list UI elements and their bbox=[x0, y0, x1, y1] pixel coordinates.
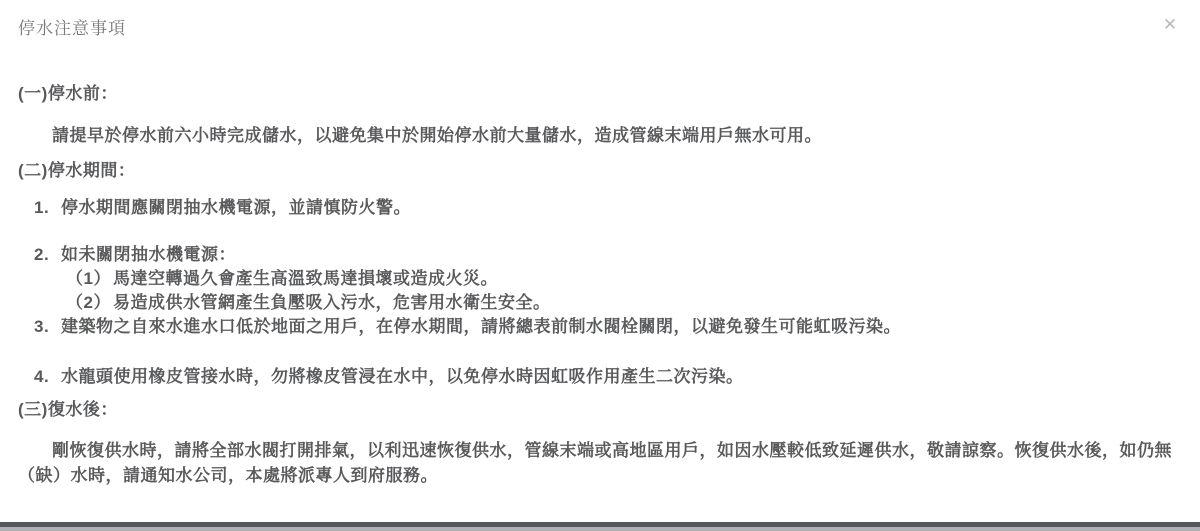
page-background-strip bbox=[0, 522, 1200, 531]
section-heading-after-restoration: (三)復水後： bbox=[18, 400, 118, 419]
list-item-number: 4. bbox=[34, 367, 50, 386]
sub-list-item bbox=[66, 267, 1180, 291]
list-item bbox=[18, 315, 1180, 339]
close-button[interactable] bbox=[1156, 10, 1184, 38]
modal-title: 停水注意事項 bbox=[18, 19, 126, 38]
list-item-number: 2. bbox=[34, 245, 50, 264]
close-icon: ✕ bbox=[1162, 14, 1178, 34]
sub-item-text: 馬達空轉過久會產生高溫致馬達損壞或造成火災。 bbox=[112, 269, 498, 288]
list-item bbox=[18, 243, 1180, 315]
list-item-text: 建築物之自來水進水口低於地面之用戶，在停水期間，請將總表前制水閥栓關閉，以避免發生可能虹吸污染。 bbox=[61, 317, 901, 336]
paragraph-before-outage: 請提早於停水前六小時完成儲水，以避免集中於開始停水前大量儲水，造成管線末端用戶無水可用。 bbox=[52, 126, 822, 145]
sub-list bbox=[66, 267, 1180, 315]
section-heading-during-outage: (二)停水期間： bbox=[18, 161, 136, 180]
paragraph-after-restoration: 剛恢復供水時，請將全部水閥打開排氣，以利迅速恢復供水，管線末端或高地區用戶，如因水壓較低致延遲供水，敬請諒察。恢復供水後，如仍無（缺）水時，請通知水公司，本處將派專人到府服務。 bbox=[18, 441, 1172, 485]
list-item bbox=[18, 365, 1180, 389]
section-heading-before-outage: (一)停水前： bbox=[18, 84, 118, 103]
list-item-text bbox=[61, 243, 1180, 315]
list-item-number: 1. bbox=[34, 198, 50, 217]
list-item-text-main: 如未關閉抽水機電源： bbox=[61, 245, 236, 264]
sub-item-marker: （2） bbox=[66, 293, 111, 312]
list-item-text: 水龍頭使用橡皮管接水時，勿將橡皮管浸在水中，以免停水時因虹吸作用產生二次污染。 bbox=[61, 367, 744, 386]
sub-list-item bbox=[66, 291, 1180, 315]
list-item-text: 停水期間應關閉抽水機電源，並請慎防火警。 bbox=[61, 198, 411, 217]
list-item bbox=[18, 196, 1180, 220]
sub-item-text: 易造成供水管網產生負壓吸入污水，危害用水衛生安全。 bbox=[112, 293, 551, 312]
during-outage-list bbox=[18, 196, 1180, 389]
list-item-number: 3. bbox=[34, 317, 50, 336]
sub-item-marker: （1） bbox=[66, 269, 111, 288]
